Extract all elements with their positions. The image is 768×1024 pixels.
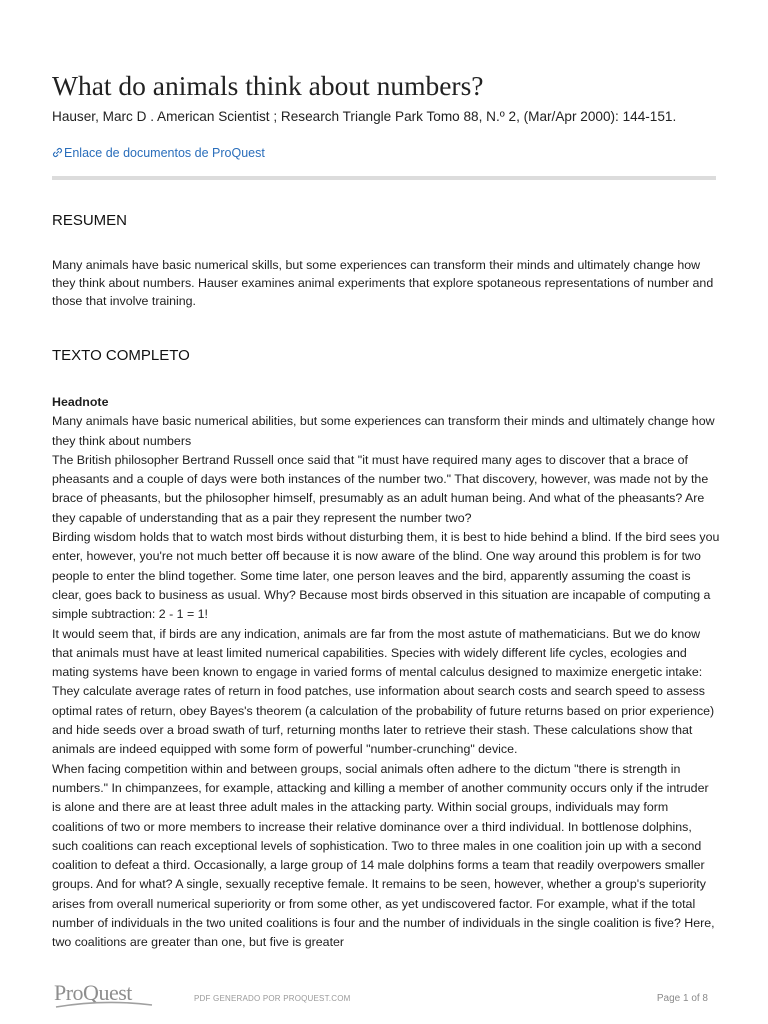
headnote-label: Headnote: [52, 395, 109, 409]
paragraph: When facing competition within and between groups, social animals often adhere to the dictum "there is strength in numbers." In chimpanzees, for example, attacking and killing a member of another community occurs only if the intruder is alone and there are at least three adult males in the attacking party. Within social groups, individuals may form coalitions of two or more members to increase their relative dominance over a third individual. In bottlenose dolphins, such coalitions can reach exceptional levels of sophistication. Two to three males in one coalition join up with a second coalition to defeat a third. Occasionally, a large group of 14 male dolphins forms a team that readily overpowers smaller groups. And for what? A single, sexually receptive female. It remains to be seen, however, whether a group's superiority arises from overall numerical superiority or from some other, as yet undiscovered factor. For example, what if the total number of individuals in the two united coalitions is four and the number of individuals in the single coalition is five? Here, two coalitions are greater than one, but five is greater: [52, 761, 715, 950]
full-text-body: [52, 393, 720, 980]
abstract-text: Many animals have basic numerical skills, but some experiences can transform their minds and ultimately change how they think about numbers. Hauser examines animal experiments that explore spotaneous representations of number and those that involve training.: [52, 258, 714, 308]
paragraph: Birding wisdom holds that to watch most birds without disturbing them, it is best to hide behind a blind. If the bird sees you enter, however, you're not much better off because it is now aware of the blind. One way around this problem is for two people to enter the blind together. Some time later, one person leaves and the bird, apparently assuming the coast is clear, goes back to business as usual. Why? Because most birds observed in this situation are incapable of computing a simple subtraction: 2 - 1 = 1!: [52, 530, 720, 622]
citation: Hauser, Marc D . American Scientist ; Research Triangle Park Tomo 88, N.º 2, (Mar/Apr 2000): 144-151.: [52, 109, 677, 124]
link-icon: [52, 147, 63, 158]
abstract-heading: RESUMEN: [52, 212, 128, 229]
full-text-heading: TEXTO COMPLETO: [52, 347, 190, 364]
paragraph: The British philosopher Bertrand Russell once said that "it must have required many ages to discover that a brace of pheasants and a couple of days were both instances of the number two." That discovery, however, was made not by the brace of pheasants, but the philosopher himself, presumably as an adult human being. And what of the pheasants? Are they capable of understanding that as a pair they represent the number two?: [52, 452, 709, 525]
page-indicator: Page 1 of 8: [656, 993, 708, 1004]
document-link-label: Enlace de documentos de ProQuest: [64, 146, 265, 160]
footer-generated-by: PDF GENERADO POR PROQUEST.COM: [194, 994, 351, 1003]
paragraph: It would seem that, if birds are any indication, animals are far from the most astute of mathematicians. But we do know that animals must have at least limited numerical capabilities. Species with widely different life cycles, ecologies and mating systems have been known to engage in varied forms of mental calculus designed to maximize energetic intake: They calculate average rates of return in food patches, use information about search costs and search speed to assess optimal rates of return, obey Bayes's theorem (a calculation of the probability of future returns based on prior experience) and hide seeds over a broad swath of turf, returning months later to retrieve their stash. These calculations show that animals are indeed equipped with some form of powerful "number-crunching" device.: [52, 626, 715, 757]
logo-swoosh-icon: [54, 1000, 154, 1010]
proquest-logo-text: ProQuest: [54, 980, 132, 1005]
proquest-logo: [54, 980, 132, 1008]
document-title: What do animals think about numbers?: [52, 70, 484, 101]
document-link[interactable]: [52, 146, 265, 160]
header-divider: [52, 176, 716, 180]
paragraph: Many animals have basic numerical abilities, but some experiences can transform their minds and ultimately change how they think about numbers: [52, 414, 715, 448]
